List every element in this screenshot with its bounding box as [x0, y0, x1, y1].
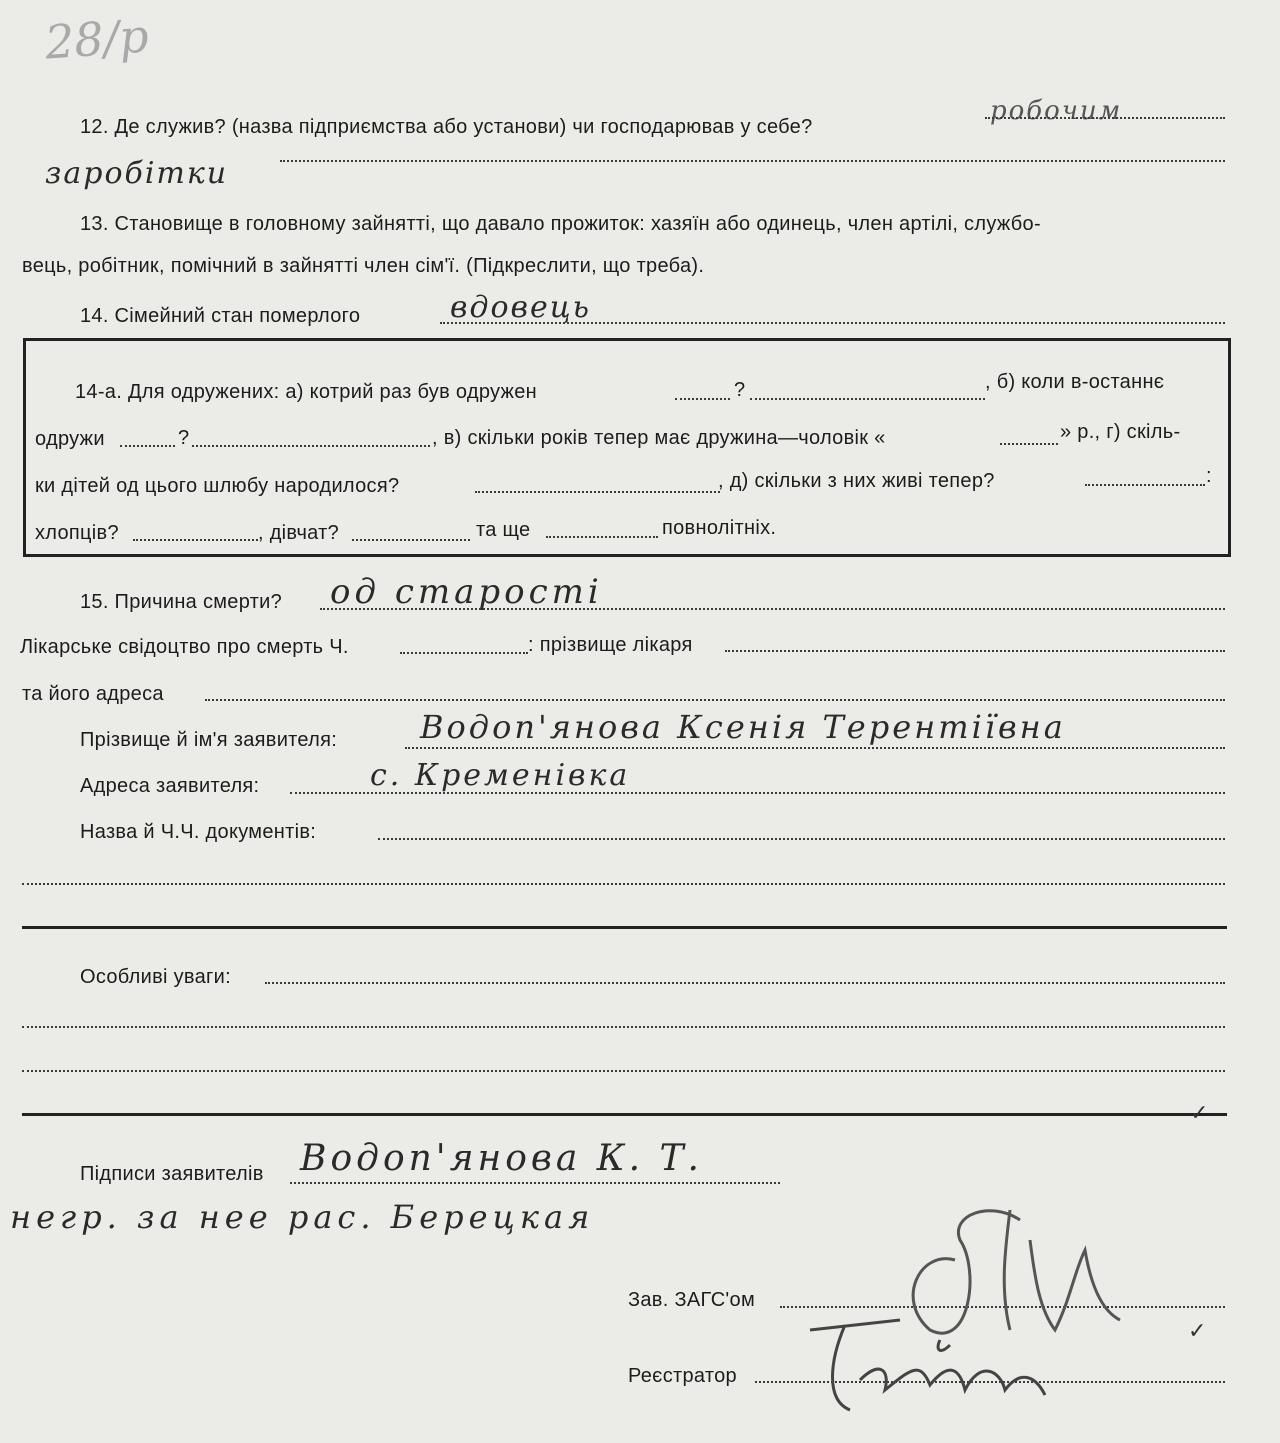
proxy-signature: негр. за нее рас. Берецкая — [10, 1198, 595, 1236]
dotted-line — [205, 699, 1225, 701]
dotted-line — [440, 322, 1225, 324]
question-14a-line-4d: повнолітніх. — [662, 517, 777, 539]
dotted-line — [120, 445, 175, 447]
question-14a-line-2b: ? — [178, 427, 190, 449]
section-divider — [22, 1113, 1227, 1116]
question-14-answer: вдовець — [450, 290, 592, 325]
doctor-name-label: : прізвище лікаря — [528, 634, 693, 656]
dotted-line — [725, 650, 1225, 652]
dotted-line — [290, 792, 1225, 794]
dotted-line — [1085, 484, 1205, 486]
documents-label: Назва й Ч.Ч. документів: — [80, 821, 317, 843]
dotted-line — [378, 838, 1225, 840]
dotted-line — [405, 747, 1225, 749]
question-12-answer-2: заробітки — [45, 156, 229, 191]
corner-mark: ✓ — [1188, 1318, 1207, 1343]
dotted-line — [290, 1182, 780, 1184]
doctor-address-label: та його адреса — [22, 683, 164, 705]
corner-mark: ✓ — [1190, 1100, 1209, 1125]
applicant-signature: Водоп'янова К. Т. — [300, 1138, 703, 1179]
question-14a-line-3b: , д) скільки з них живі тепер? — [718, 470, 995, 492]
dotted-line — [1000, 443, 1058, 445]
question-14a-line-1b: ? — [734, 379, 746, 401]
dotted-line — [192, 445, 430, 447]
corner-record-number: 28/р — [43, 8, 151, 70]
dotted-line — [352, 539, 470, 541]
section-divider — [22, 926, 1227, 929]
dotted-line — [133, 539, 258, 541]
dotted-line — [22, 883, 1225, 885]
applicant-name-value: Водоп'янова Ксенія Терентіївна — [420, 708, 1066, 746]
question-14a-line-2d: » р., г) скіль- — [1060, 421, 1181, 443]
question-12-answer-1: робочим — [990, 96, 1123, 126]
dotted-line — [985, 117, 1225, 119]
dotted-line — [400, 652, 528, 654]
question-14a-line-1a: 14-а. Для одружених: а) котрий раз був одружен — [75, 381, 538, 403]
question-14-label: 14. Сімейний стан померлого — [80, 305, 361, 327]
dotted-line — [280, 160, 1225, 162]
question-14a-line-3a: ки дітей од цього шлюбу народилося? — [35, 475, 400, 497]
question-14a-line-2a: одружи — [35, 428, 105, 450]
question-14a-line-3c: : — [1206, 465, 1212, 487]
question-15-answer: од старості — [330, 572, 603, 612]
question-13-line-1: 13. Становище в головному зайнятті, що давало прожиток: хазяїн або одинець, член артілі, службо- — [80, 213, 1041, 235]
question-14a-line-1c: , б) коли в-останнє — [985, 371, 1165, 393]
dotted-line — [320, 608, 1225, 610]
dotted-line — [750, 398, 985, 400]
question-12-label: 12. Де служив? (назва підприємства або установи) чи господарював у себе? — [80, 116, 813, 138]
question-15-label: 15. Причина смерти? — [80, 591, 283, 613]
applicant-name-label: Прізвище й ім'я заявителя: — [80, 729, 338, 751]
registrar-signature — [790, 1300, 1080, 1440]
question-13-line-2: вець, робітник, помічний в зайнятті член сім'ї. (Підкреслити, що треба). — [22, 255, 705, 277]
question-14a-line-4c: та ще — [476, 519, 531, 541]
signatures-label: Підписи заявителів — [80, 1163, 264, 1185]
medical-certificate-label: Лікарське свідоцтво про смерть Ч. — [20, 636, 349, 658]
dotted-line — [22, 1070, 1225, 1072]
dotted-line — [475, 491, 720, 493]
registrar-label: Реєстратор — [628, 1365, 737, 1387]
question-14a-line-4a: хлопців? — [35, 522, 119, 544]
question-14a-line-2c: , в) скільки років тепер має дружина—чоловік « — [432, 427, 886, 449]
applicant-address-label: Адреса заявителя: — [80, 775, 260, 797]
zags-head-label: Зав. ЗАГС'ом — [628, 1289, 756, 1311]
dotted-line — [546, 536, 658, 538]
dotted-line — [22, 1026, 1225, 1028]
dotted-line — [265, 982, 1225, 984]
dotted-line — [675, 398, 730, 400]
question-14a-line-4b: , дівчат? — [258, 522, 340, 544]
remarks-label: Особливі уваги: — [80, 966, 231, 988]
applicant-address-value: с. Кременівка — [370, 758, 631, 793]
